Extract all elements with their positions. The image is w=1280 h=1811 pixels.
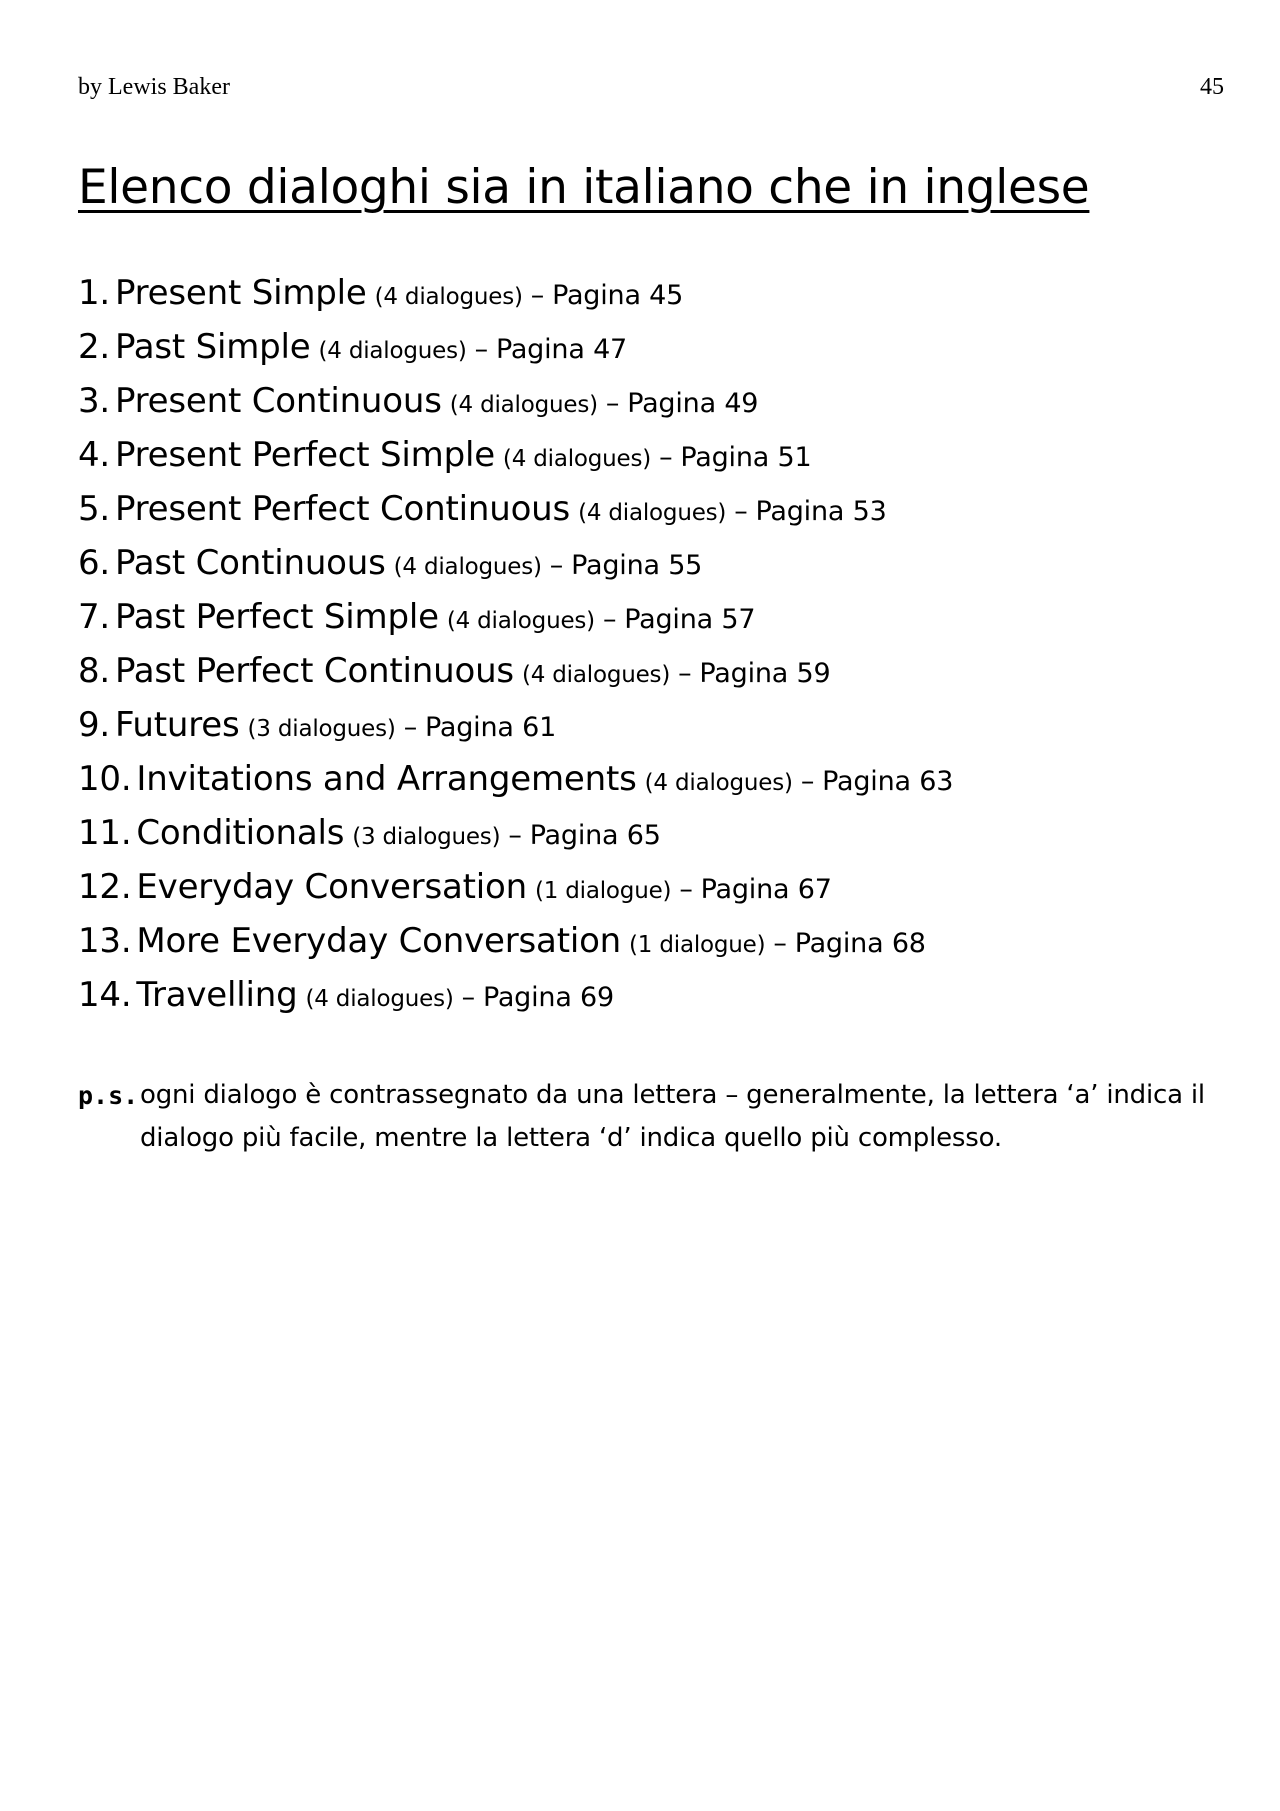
author-line: by Lewis Baker xyxy=(78,74,230,100)
item-number: 8. xyxy=(78,651,111,691)
postscript-prefix: p.s. xyxy=(78,1081,139,1110)
item-topic: More Everyday Conversation xyxy=(136,921,622,961)
item-topic: Everyday Conversation xyxy=(136,867,527,907)
item-separator: – xyxy=(508,820,522,851)
item-number: 14. xyxy=(78,975,132,1015)
item-page: Pagina 55 xyxy=(571,550,703,581)
item-page: Pagina 57 xyxy=(624,604,756,635)
item-number: 2. xyxy=(78,327,111,367)
item-count: (4 dialogues) xyxy=(521,662,671,688)
item-count: (4 dialogues) xyxy=(318,338,467,364)
item-page: Pagina 65 xyxy=(529,820,661,851)
item-number: 9. xyxy=(78,705,111,745)
list-item xyxy=(78,482,953,536)
item-separator: – xyxy=(659,442,673,473)
list-item xyxy=(78,320,953,374)
item-page: Pagina 63 xyxy=(822,766,954,797)
item-separator: – xyxy=(602,604,617,635)
item-topic: Futures xyxy=(114,705,240,745)
item-topic: Present Simple xyxy=(114,273,367,313)
item-count: (4 dialogues) xyxy=(578,500,727,526)
postscript-note xyxy=(78,1074,1218,1160)
item-count: (4 dialogues) xyxy=(446,608,595,634)
item-separator: – xyxy=(734,496,748,527)
list-item xyxy=(78,428,953,482)
item-topic: Invitations and Arrangements xyxy=(136,759,637,799)
item-page: Pagina 61 xyxy=(425,712,557,743)
item-number: 7. xyxy=(78,597,111,637)
page-number: 45 xyxy=(1200,74,1224,100)
item-count: (3 dialogues) xyxy=(247,716,396,742)
item-topic: Travelling xyxy=(136,975,298,1015)
item-separator: – xyxy=(800,766,815,797)
list-item xyxy=(78,644,953,698)
item-count: (1 dialogue) xyxy=(534,878,672,904)
item-topic: Past Continuous xyxy=(114,543,386,583)
item-separator: – xyxy=(605,388,620,419)
list-item xyxy=(78,914,953,968)
item-number: 11. xyxy=(78,813,132,853)
list-item xyxy=(78,752,953,806)
item-page: Pagina 51 xyxy=(680,442,812,473)
item-page: Pagina 59 xyxy=(699,658,831,689)
item-separator: – xyxy=(679,874,693,905)
item-page: Pagina 68 xyxy=(794,928,926,959)
item-number: 12. xyxy=(78,867,132,907)
item-number: 1. xyxy=(78,273,111,313)
list-item xyxy=(78,536,953,590)
item-topic: Past Perfect Simple xyxy=(114,597,439,637)
item-count: (4 dialogues) xyxy=(305,986,454,1012)
item-number: 10. xyxy=(78,759,132,799)
item-topic: Present Perfect Simple xyxy=(114,435,495,475)
item-number: 4. xyxy=(78,435,111,475)
item-number: 3. xyxy=(78,381,111,421)
list-item xyxy=(78,266,953,320)
item-page: Pagina 53 xyxy=(755,496,887,527)
item-topic: Present Continuous xyxy=(114,381,442,421)
item-page: Pagina 47 xyxy=(495,334,628,365)
page-title: Elenco dialoghi sia in italiano che in inglese xyxy=(78,160,1090,215)
item-separator: – xyxy=(474,334,488,365)
running-header xyxy=(78,74,1224,106)
item-page: Pagina 45 xyxy=(552,280,684,311)
item-count: (4 dialogues) xyxy=(644,770,793,796)
item-topic: Present Perfect Continuous xyxy=(114,489,571,529)
list-item xyxy=(78,860,953,914)
item-page: Pagina 67 xyxy=(700,874,832,905)
item-count: (4 dialogues) xyxy=(374,284,523,310)
item-separator: – xyxy=(773,928,787,959)
item-page: Pagina 49 xyxy=(627,388,759,419)
item-number: 13. xyxy=(78,921,132,961)
item-topic: Past Simple xyxy=(114,327,311,367)
item-separator: – xyxy=(530,280,545,311)
item-separator: – xyxy=(678,658,692,689)
item-count: (3 dialogues) xyxy=(352,824,501,850)
item-number: 6. xyxy=(78,543,111,583)
item-separator: – xyxy=(549,550,564,581)
item-topic: Past Perfect Continuous xyxy=(114,651,514,691)
list-item xyxy=(78,698,953,752)
item-count: (4 dialogues) xyxy=(393,554,542,580)
list-item xyxy=(78,968,953,1022)
item-count: (4 dialogues) xyxy=(502,446,652,472)
list-item xyxy=(78,374,953,428)
item-number: 5. xyxy=(78,489,111,529)
item-page: Pagina 69 xyxy=(482,982,615,1013)
item-separator: – xyxy=(461,982,475,1013)
item-count: (1 dialogue) xyxy=(629,932,766,958)
item-topic: Conditionals xyxy=(136,813,345,853)
postscript-text: ogni dialogo è contrassegnato da una lettera – generalmente, la lettera ‘a’ indica il dialogo più facile, mentre la lettera ‘d’ indica quello più complesso. xyxy=(140,1080,1205,1153)
item-count: (4 dialogues) xyxy=(449,392,598,418)
list-item xyxy=(78,590,953,644)
dialogue-list xyxy=(78,266,953,1022)
item-separator: – xyxy=(403,712,417,743)
list-item xyxy=(78,806,953,860)
